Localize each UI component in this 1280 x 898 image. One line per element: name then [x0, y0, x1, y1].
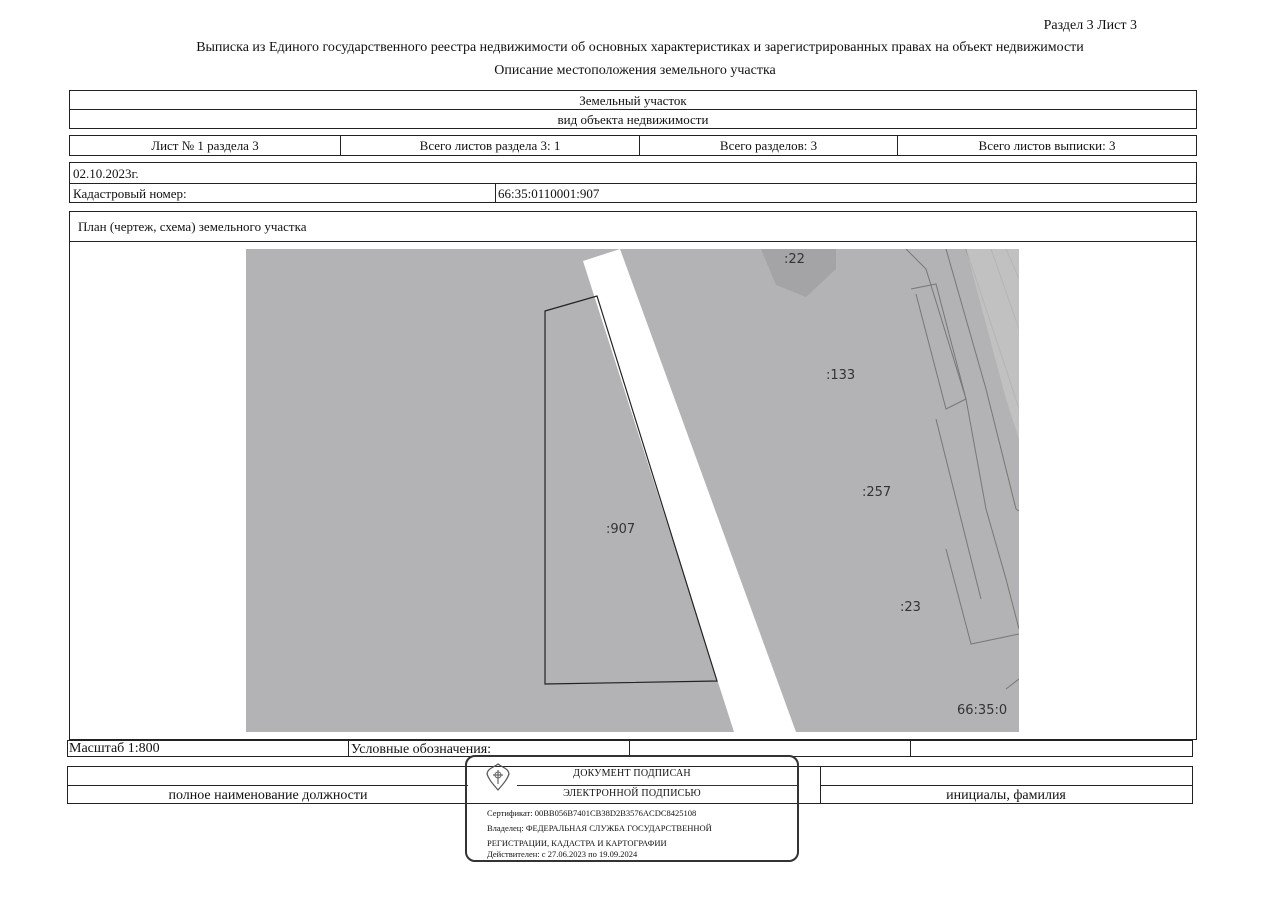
scale-label: Масштаб 1:800: [69, 741, 160, 756]
total-sections: Всего разделов: 3: [719, 138, 818, 153]
stamp-owner-line1: Владелец: ФЕДЕРАЛЬНАЯ СЛУЖБА ГОСУДАРСТВЕННОЙ: [487, 823, 712, 833]
road-strip: [583, 249, 796, 732]
label-parcel-133: :133: [826, 368, 856, 383]
e-signature-stamp: [465, 755, 799, 862]
initials-caption: инициалы, фамилия: [946, 788, 1066, 803]
cadastral-number: 66:35:0110001:907: [498, 186, 600, 201]
cadastral-label: Кадастровый номер:: [73, 186, 187, 201]
label-parcel-257: :257: [862, 485, 892, 500]
plan-title: План (чертеж, схема) земельного участка: [78, 219, 307, 234]
record-table: [69, 162, 1197, 203]
stamp-line2: ЭЛЕКТРОННОЙ ПОДПИСЬЮ: [563, 788, 701, 799]
legend-label: Условные обозначения:: [351, 742, 492, 757]
label-quarter: 66:35:0: [957, 703, 1008, 718]
stamp-owner-line2: РЕГИСТРАЦИИ, КАДАСТРА И КАРТОГРАФИИ: [487, 838, 667, 848]
sheets-row: [69, 135, 1197, 156]
map-drawing: [246, 249, 1019, 732]
document-subtitle: Описание местоположения земельного участка: [494, 63, 776, 78]
stamp-line1: ДОКУМЕНТ ПОДПИСАН: [573, 768, 691, 779]
sheet-of-section: Лист № 1 раздела 3: [151, 138, 259, 153]
position-caption: полное наименование должности: [168, 788, 368, 803]
label-parcel-22: :22: [784, 252, 805, 267]
record-date: 02.10.2023г.: [73, 166, 139, 181]
label-parcel-907: :907: [606, 522, 636, 537]
stamp-certificate: Сертификат: 00BB056B7401CB38D2B3576ACDC8425108: [487, 808, 697, 818]
object-type-value: Земельный участок: [579, 93, 687, 108]
cadastral-map: [246, 249, 1019, 732]
stamp-validity: Действителен: с 27.06.2023 по 19.09.2024: [487, 849, 638, 859]
object-type-table: [69, 90, 1197, 129]
section-sheet-label: Раздел 3 Лист 3: [1043, 18, 1137, 33]
total-section-sheets: Всего листов раздела 3: 1: [419, 138, 561, 153]
document-title: Выписка из Единого государственного реестра недвижимости об основных характеристиках и зарегистрированных правах на объект недвижимости: [196, 40, 1084, 55]
total-extract-sheets: Всего листов выписки: 3: [978, 138, 1116, 153]
object-type-label: вид объекта недвижимости: [557, 112, 709, 127]
label-parcel-23: :23: [900, 600, 921, 615]
